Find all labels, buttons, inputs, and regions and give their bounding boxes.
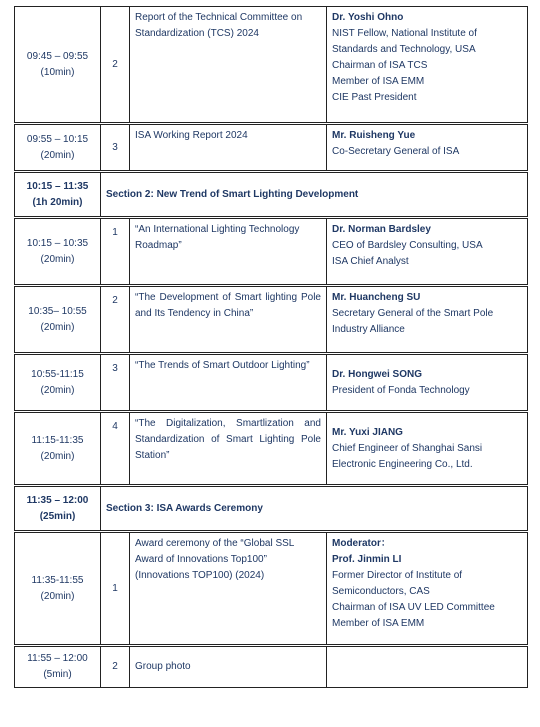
speaker-affiliation: Chief Engineer of Shanghai Sansi: [332, 442, 483, 454]
time-range: 10:15 – 10:35: [26, 237, 89, 249]
talk-title-line: (Innovations TOP100) (2024): [135, 570, 265, 581]
speaker-name: Mr. Yuxi JIANG: [332, 426, 403, 438]
moderator-label: Moderator：: [332, 538, 391, 549]
agenda-row: [15, 646, 528, 688]
speaker-cell: [327, 532, 528, 646]
duration: (20min): [40, 450, 75, 462]
speaker-cell: [327, 124, 528, 172]
time-cell: [15, 532, 101, 646]
speaker-cell: [327, 286, 528, 354]
section-title: Section 2: New Trend of Smart Lighting Development: [101, 172, 528, 218]
time-range: 11:35-11:55: [31, 574, 84, 586]
section-header-row: [15, 486, 528, 532]
speaker-affiliation: ISA Chief Analyst: [332, 256, 409, 267]
speaker-affiliation: CEO of Bardsley Consulting, USA: [332, 240, 483, 251]
speaker-name: Prof. Jinmin LI: [332, 554, 402, 565]
time-cell: [15, 412, 101, 486]
agenda-row: [15, 218, 528, 286]
speaker-name: Dr. Norman Bardsley: [332, 224, 431, 235]
section-time-range: 11:35 – 12:00: [26, 494, 89, 506]
time-cell: [15, 7, 101, 124]
duration: (20min): [40, 253, 75, 265]
time-range: 11:55 – 12:00: [27, 653, 88, 664]
speaker-affiliation: Chairman of ISA UV LED Committee: [332, 602, 495, 613]
item-number: 3: [101, 124, 130, 172]
time-range: 09:55 – 10:15: [26, 133, 89, 145]
item-number: 2: [101, 7, 130, 124]
talk-title-line: Award ceremony of the “Global SSL: [135, 538, 295, 549]
speaker-name: Mr. Ruisheng Yue: [332, 130, 416, 141]
agenda-row: [15, 286, 528, 354]
duration: (5min): [43, 669, 72, 680]
section-time-cell: [15, 172, 101, 218]
speaker-affiliation: President of Fonda Technology: [332, 384, 470, 396]
speaker-cell: [327, 354, 528, 412]
item-number: 2: [101, 286, 130, 354]
speaker-name: Mr. Huancheng SU: [332, 292, 421, 303]
agenda-row: [15, 124, 528, 172]
speaker-affiliation: Former Director of Institute of: [332, 570, 463, 581]
section-time-cell: [15, 486, 101, 532]
time-cell: [15, 646, 101, 688]
time-range: 10:35– 10:55: [28, 305, 87, 317]
talk-title: Group photo: [130, 646, 327, 688]
speaker-cell: [327, 218, 528, 286]
section-header-row: [15, 172, 528, 218]
section-time-range: 10:15 – 11:35: [26, 180, 89, 192]
speaker-cell: [327, 7, 528, 124]
duration: (20min): [40, 321, 75, 333]
item-number: 3: [101, 354, 130, 412]
speaker-affiliation: Secretary General of the Smart Pole: [332, 308, 494, 319]
talk-title: “The Development of Smart lighting Pole and Its Tendency in China”: [130, 286, 327, 354]
speaker-affiliation: Industry Alliance: [332, 324, 405, 335]
talk-title: “An International Lighting Technology Roadmap”: [130, 218, 327, 286]
section-title: Section 3: ISA Awards Ceremony: [101, 486, 528, 532]
duration: (20min): [40, 384, 75, 396]
agenda-row: [15, 412, 528, 486]
item-number: 2: [101, 646, 130, 688]
speaker-name: Dr. Yoshi Ohno: [332, 12, 404, 23]
speaker-affiliation: Semiconductors, CAS: [332, 586, 430, 597]
talk-title-line: Award of Innovations Top100”: [135, 554, 267, 565]
speaker-affiliation: NIST Fellow, National Institute of: [332, 28, 477, 39]
time-range: 11:15-11:35: [31, 434, 84, 446]
speaker-affiliation: Member of ISA EMM: [332, 618, 425, 629]
section-duration: (1h 20min): [32, 196, 83, 208]
speaker-affiliation: Chairman of ISA TCS: [332, 60, 428, 71]
time-cell: [15, 218, 101, 286]
item-number: 4: [101, 412, 130, 486]
talk-title: [130, 532, 327, 646]
speaker-affiliation: Standards and Technology, USA: [332, 44, 476, 55]
duration: (20min): [40, 149, 75, 161]
talk-title: “The Digitalization, Smartlization and Standardization of Smart Lighting Pole Station”: [130, 412, 327, 486]
agenda-row: [15, 7, 528, 124]
time-cell: [15, 124, 101, 172]
time-cell: [15, 286, 101, 354]
time-range: 09:45 – 09:55: [26, 50, 89, 62]
talk-title: “The Trends of Smart Outdoor Lighting”: [130, 354, 327, 412]
item-number: 1: [101, 532, 130, 646]
section-duration: (25min): [39, 510, 76, 522]
speaker-affiliation: Member of ISA EMM: [332, 76, 425, 87]
speaker-cell: [327, 646, 528, 688]
time-cell: [15, 354, 101, 412]
speaker-affiliation: Co-Secretary General of ISA: [332, 146, 460, 157]
talk-title: ISA Working Report 2024: [130, 124, 327, 172]
speaker-cell: [327, 412, 528, 486]
talk-title: Report of the Technical Committee on Standardization (TCS) 2024: [130, 7, 327, 124]
agenda-row: [15, 354, 528, 412]
duration: (20min): [40, 590, 75, 602]
item-number: 1: [101, 218, 130, 286]
speaker-affiliation: CIE Past President: [332, 92, 417, 103]
speaker-name: Dr. Hongwei SONG: [332, 368, 423, 380]
agenda-table: [14, 6, 528, 688]
time-range: 10:55-11:15: [31, 368, 84, 380]
agenda-row: [15, 532, 528, 646]
speaker-affiliation: Electronic Engineering Co., Ltd.: [332, 458, 473, 470]
duration: (10min): [40, 66, 75, 78]
